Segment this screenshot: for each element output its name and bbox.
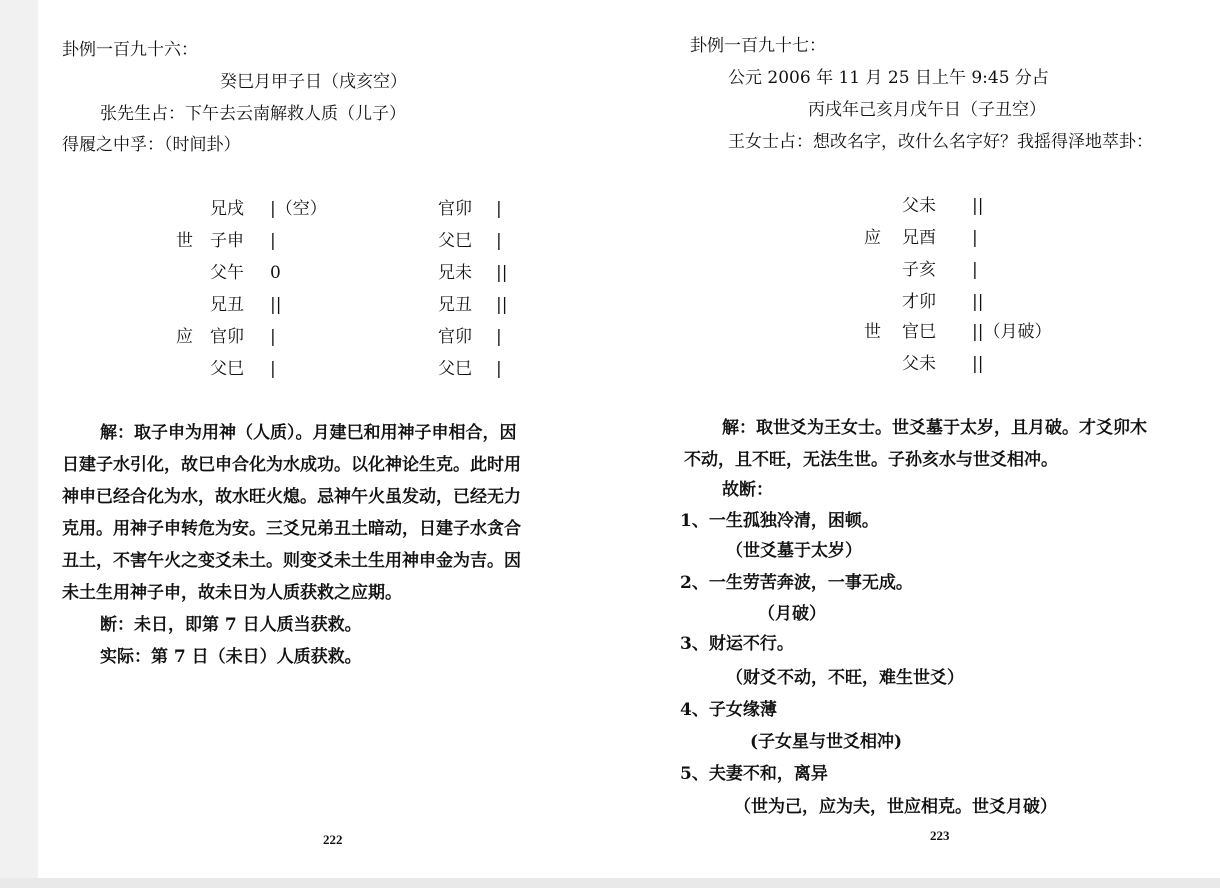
yao-symbol: ||: [496, 263, 508, 283]
left-page: [38, 0, 630, 888]
date-line: 癸巳月甲子日（戌亥空）: [220, 72, 407, 92]
scan-margin: [0, 878, 1220, 888]
line-label: 兄丑: [210, 295, 244, 315]
yao-symbol: 0: [270, 263, 281, 283]
line-label: 官卯: [438, 327, 472, 347]
item-text: 4、子女缘薄: [680, 700, 777, 720]
line-label: 子申: [210, 231, 244, 251]
line-label: 兄戌: [210, 199, 244, 219]
paragraph-line: 解：取子申为用神（人质）。月建巳和用神子申相合，因: [100, 423, 517, 443]
yao-symbol: ||（月破）: [972, 322, 1052, 342]
hexagram-title: 得履之中孚：（时间卦）: [62, 135, 241, 155]
item-note: （月破）: [758, 604, 826, 624]
yao-symbol: ||: [972, 196, 984, 216]
yao-symbol: |（空）: [270, 199, 327, 219]
yao-symbol: |: [972, 228, 978, 248]
paragraph-line: 未土生用神子申，故未日为人质获救之应期。: [62, 583, 402, 603]
item-note: （世爻墓于太岁）: [726, 541, 862, 561]
line-label: 父未: [902, 196, 936, 216]
paragraph-line: 神申已经合化为水，故水旺火熄。忌神午火虽发动，已经无力: [62, 487, 521, 507]
item-text: 2、一生劳苦奔波，一事无成。: [680, 573, 913, 593]
ganzhi-line: 丙戌年己亥月戊午日（子丑空）: [808, 100, 1046, 120]
item-note: (子女星与世爻相冲): [750, 732, 903, 752]
date-line: 公元 2006 年 11 月 25 日上午 9:45 分占: [728, 68, 1049, 88]
yao-symbol: |: [270, 359, 276, 379]
yao-symbol: |: [270, 327, 276, 347]
line-label: 父巳: [438, 359, 472, 379]
line-label: 才卯: [902, 292, 936, 312]
example-heading: 卦例一百九十七：: [690, 36, 826, 56]
line-marker: 应: [864, 228, 881, 248]
yao-symbol: |: [496, 231, 502, 251]
item-text: 3、财运不行。: [680, 634, 794, 654]
line-label: 兄酉: [902, 228, 936, 248]
line-label: 官卯: [438, 199, 472, 219]
item-text: 1、一生孤独冷清，困顿。: [680, 511, 879, 531]
example-heading: 卦例一百九十六：: [62, 40, 198, 60]
line-label: 兄未: [438, 263, 472, 283]
line-label: 父巳: [210, 359, 244, 379]
paragraph-line: 丑土，不害午火之变爻未土。则变爻未土生用神申金为吉。因: [62, 551, 521, 571]
line-label: 父午: [210, 263, 244, 283]
conclusion-label: 故断：: [722, 480, 773, 500]
question-line: 张先生占：下午去云南解救人质（儿子）: [100, 104, 406, 124]
line-label: 兄丑: [438, 295, 472, 315]
yao-symbol: |: [496, 359, 502, 379]
yao-symbol: ||: [270, 295, 282, 315]
line-label: 子亥: [902, 260, 936, 280]
yao-symbol: ||: [496, 295, 508, 315]
paragraph-line: 解：取世爻为王女士。世爻墓于太岁，且月破。才爻卯木: [722, 418, 1147, 438]
line-label: 官卯: [210, 327, 244, 347]
yao-symbol: |: [496, 199, 502, 219]
scan-margin: [0, 0, 38, 888]
line-marker: 应: [176, 327, 193, 347]
yao-symbol: ||: [972, 292, 984, 312]
line-marker: 世: [864, 322, 881, 342]
right-page: [640, 0, 1220, 888]
item-text: 5、夫妻不和，离异: [680, 764, 828, 784]
yao-symbol: |: [270, 231, 276, 251]
paragraph-line: 克用。用神子申转危为安。三爻兄弟丑土暗动，日建子水贪合: [62, 519, 521, 539]
line-label: 父未: [902, 354, 936, 374]
judgement: 断：未日，即第 7 日人质当获救。: [100, 615, 362, 635]
yao-symbol: ||: [972, 354, 984, 374]
line-label: 官巳: [902, 322, 936, 342]
page-number: 223: [930, 828, 950, 843]
question-line: 王女士占：想改名字，改什么名字好？我摇得泽地萃卦：: [728, 132, 1153, 152]
actual-result: 实际：第 7 日（未日）人质获救。: [100, 647, 362, 667]
paragraph-line: 日建子水引化，故巳申合化为水成功。以化神论生克。此时用: [62, 455, 521, 475]
page-number: 222: [323, 832, 343, 847]
item-note: （世为己，应为夫，世应相克。世爻月破）: [734, 797, 1057, 817]
paragraph-line: 不动，且不旺，无法生世。子孙亥水与世爻相冲。: [684, 450, 1058, 470]
line-label: 父巳: [438, 231, 472, 251]
yao-symbol: |: [496, 327, 502, 347]
line-marker: 世: [176, 231, 193, 251]
item-note: （财爻不动，不旺，难生世爻）: [726, 668, 964, 688]
yao-symbol: |: [972, 260, 978, 280]
